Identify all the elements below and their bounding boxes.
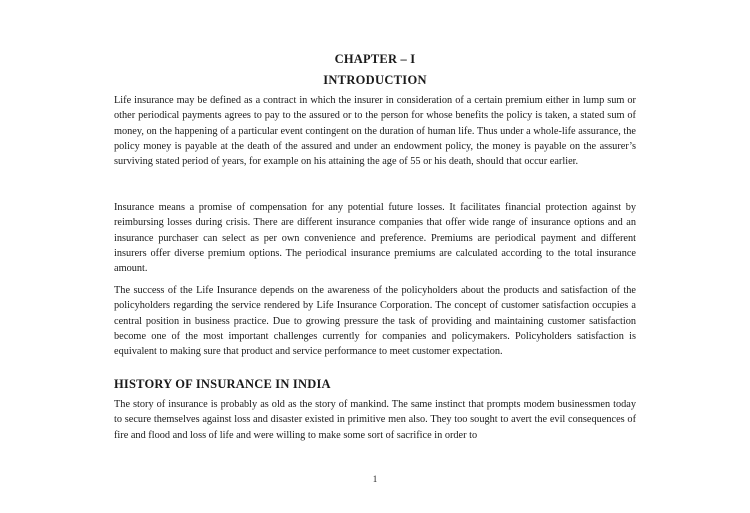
paragraph-customer-satisfaction: The success of the Life Insurance depends on the awareness of the policyholders about the products and satisfaction of the policyholders regarding the service rendered by Life Insurance Corporation. The concept of customer satisfaction occupies a central position in business practice. Due to growing pressure the task of providing and maintaining customer satisfaction become one of the most important challenges currently for companies and policymakers. Policyholders satisfaction is equivalent to making sure that product and service performance to meet customer expectation. [114,285,636,358]
paragraph-history: The story of insurance is probably as old as the story of mankind. The same instinct that prompts modem businessmen today to secure themselves against loss and disaster existed in primitive men also. They too sought to avert the evil consequences of fire and flood and loss of life and were willing to make some sort of sacrifice in order to [114,399,636,441]
paragraph-definition: Life insurance may be defined as a contract in which the insurer in consideration of a certain premium either in lump sum or other periodical payments agrees to pay to the assured or to the person for whose benefits the policy is taken, a stated sum of money, on the happening of a particular event contingent on the duration of human life. Thus under a whole-life assurance, the policy money is payable at the death of the assured and under an endowment policy, the money is payable on the assurer’s surviving stated period of years, for example on his attaining the age of 55 or his death, should that occur earlier. [114,95,636,168]
chapter-title: INTRODUCTION [323,73,427,87]
page-number: 1 [372,474,378,484]
section-heading-history: HISTORY OF INSURANCE IN INDIA [114,377,331,391]
chapter-label: CHAPTER – I [334,52,416,66]
paragraph-insurance-meaning: Insurance means a promise of compensation for any potential future losses. It facilitates financial protection against by reimbursing losses during crisis. There are different insurance companies that offer wide range of insurance options and an insurance purchaser can select as per own convenience and preference. Premiums are periodical payment and different insurers offer diverse premium options. The periodical insurance premiums are calculated according to the total insurance amount. [114,202,636,275]
